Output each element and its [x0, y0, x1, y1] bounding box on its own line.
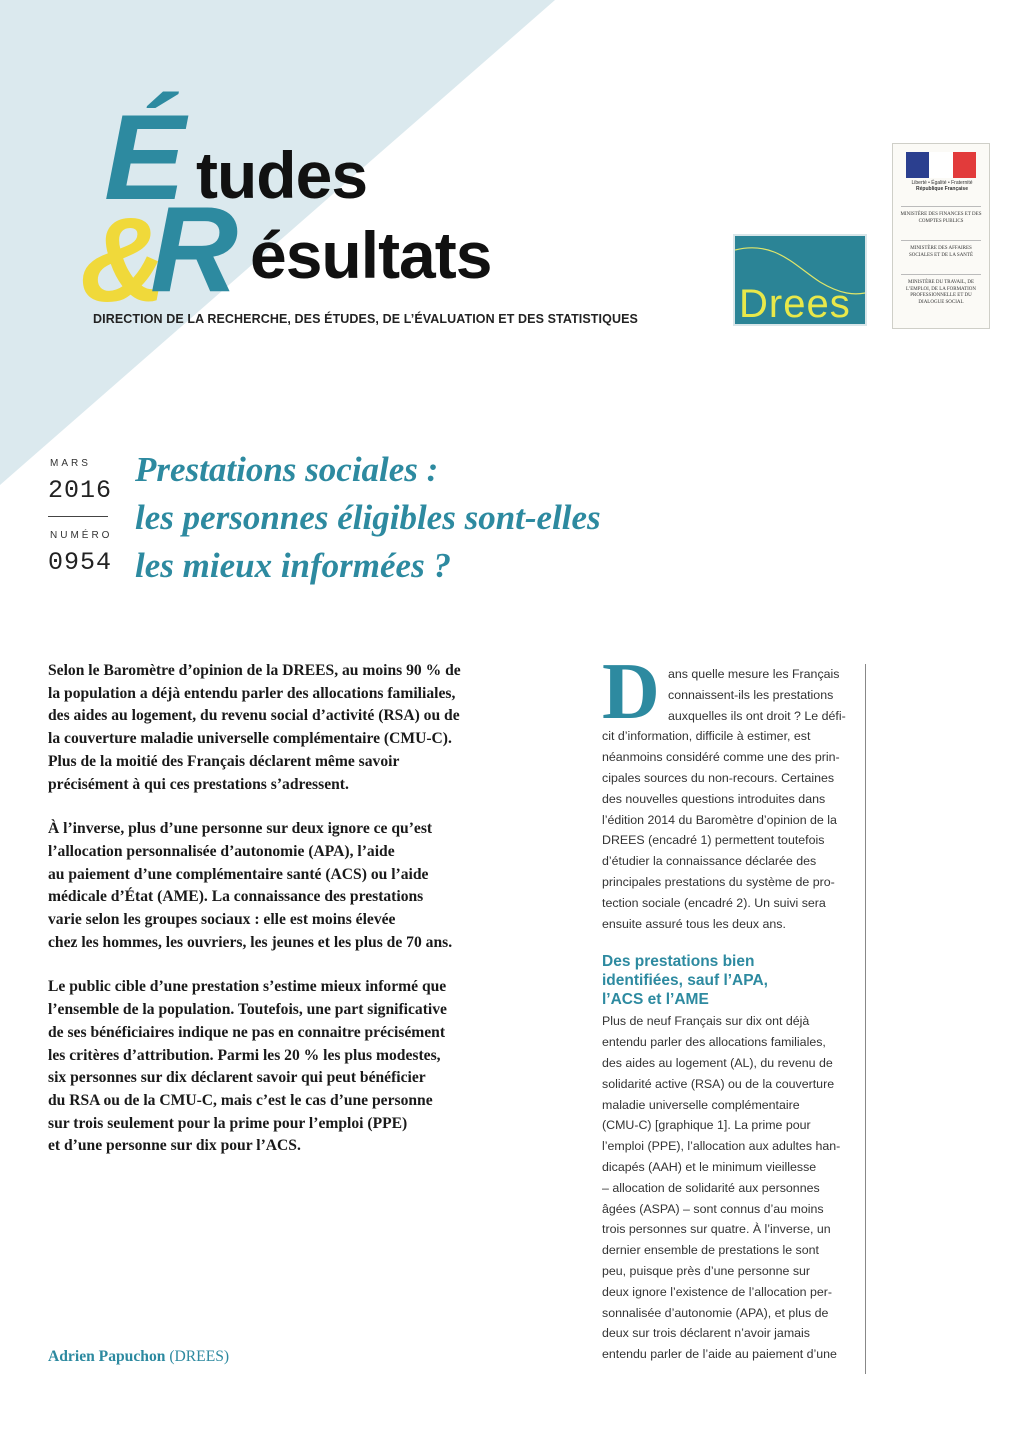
abstract-paragraph [48, 976, 558, 1158]
abstract-line: chez les hommes, les ouvriers, les jeunes et les plus de 70 ans. [48, 933, 453, 951]
author-name: Adrien Papuchon [48, 1348, 166, 1365]
abstract-paragraph [48, 818, 558, 954]
ministries-block [892, 143, 990, 329]
body-line: auxquelles ils ont droit ? Le défi- [668, 708, 846, 723]
body-line: âgées (ASPA) – sont connus d’au moins [602, 1201, 824, 1216]
abstract-line: la population a déjà entendu parler des allocations familiales, [48, 684, 456, 702]
body-line: principales prestations du système de pro- [602, 874, 835, 889]
body-line: trois personnes sur quatre. À l’inverse, un [602, 1222, 831, 1237]
abstract-line: l’ensemble de la population. Toutefois, une part significative [48, 1001, 447, 1019]
section-heading-line: identifiées, sauf l’APA, [602, 972, 768, 990]
body-line: ensuite assuré tous les deux ans. [602, 916, 786, 931]
section-paragraph [602, 1011, 857, 1365]
title-line: Prestations sociales : [135, 450, 439, 489]
abstract-line: et d’une personne sur dix pour l’ACS. [48, 1137, 301, 1155]
body-line: ans quelle mesure les Français [668, 667, 840, 681]
body-line: – allocation de solidarité aux personnes [602, 1180, 820, 1195]
section-heading [602, 952, 857, 1009]
abstract-line: du RSA ou de la CMU-C, mais c’est le cas d’une personne [48, 1091, 433, 1109]
abstract-line: de ses bénéficiaires indique ne pas en connaitre précisément [48, 1023, 446, 1041]
body-line: entendu parler de l’aide au paiement d’une [602, 1347, 837, 1362]
body-line: néanmoins considéré comme une des prin- [602, 750, 840, 765]
body-line: peu, puisque près d’une personne sur [602, 1263, 811, 1278]
body-line: DREES (encadré 1) permettent toutefois [602, 833, 825, 848]
abstract-line: précisément à qui ces prestations s’adressent. [48, 775, 349, 793]
body-line: l’emploi (PPE), l’allocation aux adultes han- [602, 1139, 841, 1154]
body-line: des nouvelles questions introduites dans [602, 791, 826, 806]
ministry-affaires-sociales: MINISTÈRE DES AFFAIRES SOCIALES ET DE LA SANTÉ [908, 246, 974, 258]
body-line: entendu parler des allocations familiales, [602, 1035, 826, 1050]
abstract-line: Plus de la moitié des Français déclarent même savoir [48, 752, 400, 770]
body-column [602, 664, 857, 1365]
body-line: dernier ensemble de prestations le sont [602, 1243, 819, 1258]
drees-logo [733, 234, 867, 326]
ministry-travail: MINISTÈRE DU TRAVAIL, DE L’EMPLOI, DE LA FORMATION PROFESSIONNELLE ET DU DIALOGUE SOCIAL [905, 280, 977, 305]
republic-motto: Liberté • Égalité • Fraternité [911, 180, 973, 186]
french-flag-icon [906, 152, 976, 178]
title-line: les mieux informées ? [135, 546, 451, 585]
section-heading-line: l’ACS et l’AME [602, 991, 709, 1009]
body-line: tection sociale (encadré 2). Un suivi sera [602, 895, 826, 910]
abstract-line: sur trois seulement pour la prime pour l’emploi (PPE) [48, 1114, 408, 1132]
abstract-line: Selon le Baromètre d’opinion de la DREES, au moins 90 % de [48, 662, 461, 679]
body-line: solidarité active (RSA) ou de la couverture [602, 1076, 835, 1091]
body-line: cit d’information, difficile à estimer, est [602, 729, 811, 744]
logo-letter-r: R [150, 181, 239, 317]
body-line: cipales sources du non-recours. Certaines [602, 770, 835, 785]
abstract-line: des aides au logement, du revenu social d’activité (RSA) ou de [48, 707, 460, 725]
issue-year: 2016 [48, 476, 113, 505]
abstract-line: les critères d’attribution. Parmi les 20 % les plus modestes, [48, 1046, 441, 1064]
republic-caption [905, 180, 979, 192]
body-line: (CMU-C) [graphique 1]. La prime pour [602, 1118, 811, 1133]
republic-name: République Française [916, 186, 968, 192]
body-line: l’édition 2014 du Baromètre d’opinion de la [602, 812, 837, 827]
masthead-subtitle: DIRECTION DE LA RECHERCHE, DES ÉTUDES, DE L’ÉVALUATION ET DES STATISTIQUES [93, 312, 638, 326]
section-heading-line: Des prestations bien [602, 953, 755, 971]
abstract-paragraph [48, 660, 558, 796]
abstract-line: À l’inverse, plus d’une personne sur deux ignore ce qu’est [48, 820, 433, 838]
issue-number-label: NUMÉRO [50, 530, 113, 541]
body-line: Plus de neuf Français sur dix ont déjà [602, 1014, 810, 1029]
issue-month: MARS [50, 458, 91, 469]
body-line: des aides au logement (AL), du revenu de [602, 1055, 833, 1070]
abstract-line: médicale d’État (AME). La connaissance des prestations [48, 888, 424, 906]
logo-word-esultats: ésultats [250, 218, 492, 292]
author-credit [48, 1348, 229, 1366]
issue-divider [48, 516, 108, 517]
ministry-finances: MINISTÈRE DES FINANCES ET DES COMPTES PUBLICS [900, 212, 982, 224]
logo-letter-e: É [104, 89, 186, 225]
column-divider [865, 664, 866, 1374]
body-line: dicapés (AAH) et le minimum vieillesse [602, 1159, 817, 1174]
abstract-line: la couverture maladie universelle complémentaire (CMU-C). [48, 730, 452, 748]
issue-number: 0954 [48, 548, 113, 577]
drees-logo-text: Drees [739, 282, 851, 326]
abstract [48, 660, 558, 1180]
title-line: les personnes éligibles sont-elles [135, 498, 601, 537]
author-org: (DREES) [169, 1348, 230, 1365]
body-line: d’étudier la connaissance déclarée des [602, 854, 817, 869]
body-line: connaissent-ils les prestations [668, 687, 834, 702]
ministries-divider [901, 274, 981, 275]
abstract-line: Le public cible d’une prestation s’estime mieux informé que [48, 978, 447, 996]
body-line: deux sur trois déclarent n’avoir jamais [602, 1326, 810, 1341]
page-title [135, 446, 815, 590]
ministries-divider [901, 240, 981, 241]
body-line: deux ignore l’existence de l’allocation per- [602, 1284, 833, 1299]
abstract-line: au paiement d’une complémentaire santé (ACS) ou l’aide [48, 865, 429, 883]
drop-cap: D [602, 648, 660, 736]
intro-paragraph [602, 664, 857, 934]
logo-word-tudes: tudes [196, 138, 368, 212]
body-line: maladie universelle complémentaire [602, 1097, 800, 1112]
ministries-divider [901, 206, 981, 207]
abstract-line: six personnes sur dix déclarent savoir qui peut bénéficier [48, 1069, 426, 1087]
logo-ampersand: & [80, 193, 167, 327]
body-line: sonnalisée d’autonomie (APA), et plus de [602, 1305, 829, 1320]
abstract-line: l’allocation personnalisée d’autonomie (APA), l’aide [48, 842, 395, 860]
abstract-line: varie selon les groupes sociaux : elle est moins élevée [48, 911, 396, 929]
